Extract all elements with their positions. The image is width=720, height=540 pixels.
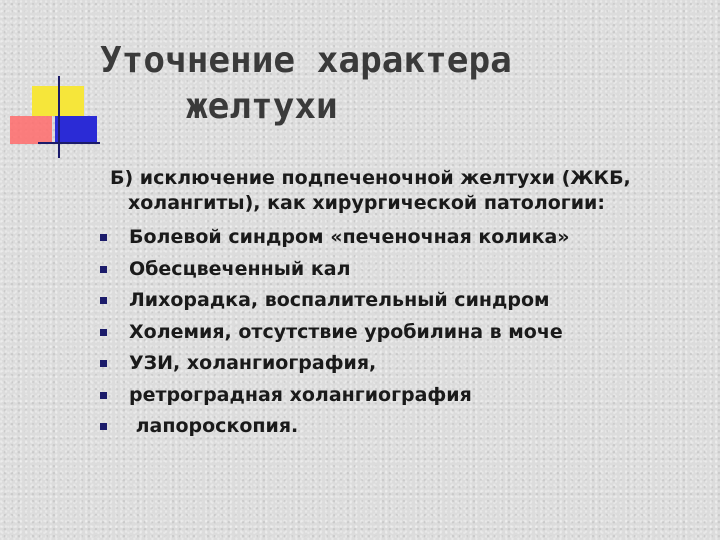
list-item-text: Болевой синдром «печеночная колика» <box>129 226 570 248</box>
bullet-square-icon <box>100 329 107 336</box>
logo-red-square <box>10 116 52 144</box>
intro-text <box>110 166 690 216</box>
bullet-list <box>100 222 570 443</box>
list-item-text: УЗИ, холангиография, <box>129 352 377 374</box>
list-item <box>100 348 570 380</box>
list-item <box>100 222 570 254</box>
title-line-1: Уточнение характера <box>100 40 512 81</box>
list-item <box>100 380 570 412</box>
slide-title <box>100 38 512 130</box>
bullet-square-icon <box>100 234 107 241</box>
list-item <box>100 411 570 443</box>
list-item-text: Обесцвеченный кал <box>129 257 351 280</box>
list-item <box>100 285 570 317</box>
list-item-text: Холемия, отсутствие уробилина в моче <box>129 320 563 343</box>
bullet-square-icon <box>100 423 107 430</box>
intro-line-1: Б) исключение подпеченочной желтухи (ЖКБ, <box>110 167 631 189</box>
list-item <box>100 317 570 349</box>
list-item-text: лапороскопия. <box>129 415 299 437</box>
bullet-square-icon <box>100 360 107 367</box>
list-item <box>100 254 570 286</box>
logo-horizontal-line <box>38 142 100 144</box>
bullet-square-icon <box>100 392 107 399</box>
list-item-text: Лихорадка, воспалительный синдром <box>129 289 550 311</box>
bullet-square-icon <box>100 266 107 273</box>
list-item-text: ретроградная холангиография <box>129 383 472 406</box>
title-line-2: желтухи <box>186 86 338 127</box>
bullet-square-icon <box>100 297 107 304</box>
intro-line-2: холангиты), как хирургической патологии: <box>128 192 605 214</box>
logo-blue-square <box>55 116 97 144</box>
logo-vertical-line <box>58 76 60 158</box>
